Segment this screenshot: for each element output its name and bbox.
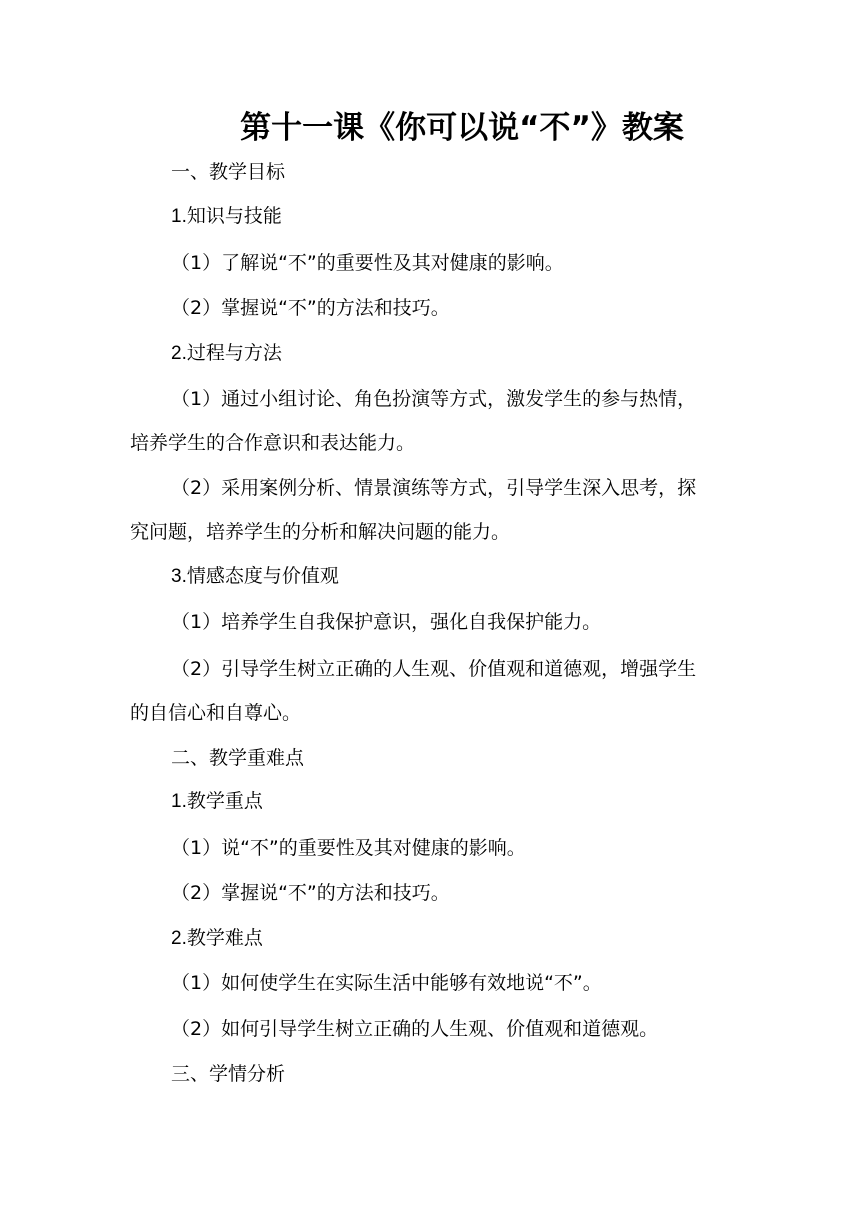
section-heading-teaching-objectives: 一、教学目标	[171, 161, 286, 183]
paragraph-line: （2）掌握说“不”的方法和技巧。	[171, 882, 450, 904]
document-title: 第十一课《你可以说“不”》教案	[240, 110, 684, 146]
paragraph-line: （2）引导学生树立正确的人生观、价值观和道德观，增强学生	[171, 658, 697, 680]
paragraph-line: （2）采用案例分析、情景演练等方式，引导学生深入思考，探	[171, 477, 697, 499]
paragraph-line: （2）掌握说“不”的方法和技巧。	[171, 297, 450, 319]
subheading-knowledge-skills: 1.知识与技能	[171, 206, 282, 227]
subheading-emotions-values: 3.情感态度与价值观	[171, 566, 339, 587]
section-heading-key-difficulties: 二、教学重难点	[171, 747, 305, 769]
paragraph-line: （1）了解说“不”的重要性及其对健康的影响。	[171, 252, 564, 274]
paragraph-line: 的自信心和自尊心。	[130, 702, 302, 724]
subheading-process-methods: 2.过程与方法	[171, 343, 282, 364]
paragraph-line: （2）如何引导学生树立正确的人生观、价值观和道德观。	[171, 1018, 659, 1040]
paragraph-line: （1）培养学生自我保护意识，强化自我保护能力。	[171, 611, 602, 633]
paragraph-line: 究问题，培养学生的分析和解决问题的能力。	[130, 521, 511, 543]
paragraph-line: （1）通过小组讨论、角色扮演等方式，激发学生的参与热情，	[171, 388, 697, 410]
paragraph-line: （1）如何使学生在实际生活中能够有效地说“不”。	[171, 972, 602, 994]
subheading-teaching-focus: 1.教学重点	[171, 791, 263, 812]
subheading-teaching-difficulties: 2.教学难点	[171, 928, 263, 949]
paragraph-line: 培养学生的合作意识和表达能力。	[130, 432, 416, 454]
paragraph-line: （1）说“不”的重要性及其对健康的影响。	[171, 837, 526, 859]
section-heading-learner-analysis: 三、学情分析	[171, 1063, 286, 1085]
